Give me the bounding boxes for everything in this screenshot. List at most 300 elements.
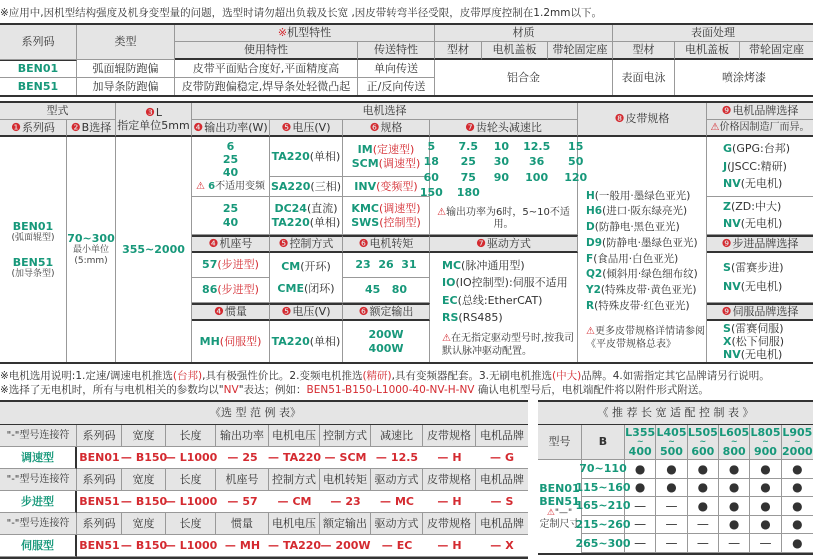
desc: (松下伺服) [731, 334, 785, 348]
example-header: 电机品牌 [476, 425, 528, 447]
desc: (调速型) [378, 202, 421, 216]
connector: — [164, 494, 176, 508]
desc: (ZD:中大) [730, 200, 782, 213]
belt-option [586, 236, 698, 252]
example-value [122, 491, 166, 513]
value: H [452, 494, 462, 508]
usage-cell: 皮带平面贴合度好,平面精度高 [175, 60, 358, 78]
power-value: 25 [222, 152, 239, 166]
type-cell: 加导条防跑偏 [77, 78, 175, 95]
compatible-mark: ● [782, 479, 813, 498]
example-title: 《选 型 范 例 表》 [0, 402, 528, 425]
connector: — [224, 538, 236, 552]
header-servo-brand [707, 303, 813, 321]
range-from: L405 [656, 426, 687, 439]
step-number: ❹ [208, 237, 219, 251]
gear-ratio: 12.5 [523, 140, 551, 154]
value: B150 [135, 494, 168, 508]
custom-label: 定制尺寸 [539, 519, 580, 531]
code: NV [723, 279, 741, 293]
step-number: ❹ [193, 120, 204, 134]
range-to: 400 [628, 445, 652, 458]
step-number: ❾ [721, 104, 732, 118]
example-type: 步进型 [0, 491, 77, 513]
desc: (调速型) [378, 156, 421, 170]
code: TA220 [271, 149, 310, 163]
desc: (GPG:台邦) [732, 142, 791, 156]
header-surface: 表面处理 [613, 25, 813, 42]
example-value [166, 491, 216, 513]
type-cell: 弧面辊防跑偏 [77, 60, 175, 78]
code: NV [723, 348, 741, 362]
code: H [586, 189, 595, 202]
desc: (防静电·墨绿色亚光) [602, 236, 698, 249]
power-warn-value: 6 [208, 181, 216, 193]
example-header: 驱动方式 [371, 469, 423, 491]
label: 机座号 [219, 237, 253, 251]
brand-option [723, 335, 784, 348]
desc: (JSCC:精研) [727, 159, 787, 173]
power-value: 40 [222, 166, 239, 180]
header-profile: 型材 [613, 42, 675, 60]
series-code: BEN51 [12, 255, 54, 269]
compatible-mark: ● [782, 516, 813, 535]
width-range: 215~260 [582, 516, 625, 535]
example-header: 长度 [166, 513, 216, 535]
rated-value: 400W [368, 341, 404, 355]
length-column-header [750, 425, 781, 460]
connector: — [164, 538, 176, 552]
code: TA220 [271, 334, 310, 348]
header-rated [343, 303, 430, 321]
code: S [723, 321, 731, 335]
desc: (雷赛伺服) [730, 321, 784, 335]
connector: — [324, 450, 336, 464]
example-value [122, 447, 166, 469]
value: MC [394, 494, 415, 508]
transfer-cell: 单向传送 [358, 60, 435, 78]
connector: — [320, 538, 332, 552]
header-power [192, 120, 270, 137]
compatible-mark: ● [782, 497, 813, 516]
example-header: 系列码 [77, 469, 122, 491]
label: 电压(V) [292, 305, 331, 319]
header-drive [430, 235, 578, 253]
code: R [586, 299, 595, 312]
range-from: L905 [782, 426, 813, 439]
step-number: ❻ [358, 305, 369, 319]
width-range: 115~160 [582, 479, 625, 498]
brand-option [723, 175, 790, 193]
compatible-mark: ● [688, 497, 719, 516]
header-b [67, 120, 116, 137]
compatible-mark: ● [750, 497, 781, 516]
desc: (无电机) [740, 177, 783, 191]
header-features [175, 25, 435, 42]
range-from: L355 [625, 426, 656, 439]
example-header: 机座号 [216, 469, 269, 491]
warning-icon: ⚠ [586, 325, 595, 337]
warning-icon: ⚠ [442, 332, 451, 344]
desc: (定速型) [372, 143, 415, 157]
width-range: 165~210 [582, 497, 625, 516]
note-segment: BEN51-B150-L1000-40-NV-H-NV [306, 384, 475, 396]
compatible-mark: ● [719, 516, 750, 535]
header-series [0, 120, 67, 137]
example-header: 宽度 [122, 513, 166, 535]
example-header: 系列码 [77, 513, 122, 535]
width-range: 265~300 [582, 534, 625, 553]
example-header: 皮带规格 [423, 469, 476, 491]
gear-ratio: 60 [423, 170, 439, 184]
desc: (无电机) [740, 348, 783, 362]
spec-table [0, 23, 813, 97]
example-header: 电机品牌 [476, 469, 528, 491]
label: L [155, 105, 162, 119]
value: 23 [345, 494, 361, 508]
frame-57 [192, 253, 270, 278]
code: Q2 [586, 268, 603, 281]
power-value: 40 [222, 215, 239, 229]
note-segment: (台邦) [172, 370, 203, 382]
brand-list [723, 140, 790, 193]
gear-ratio: 180 [456, 185, 480, 199]
example-header: 皮带规格 [423, 513, 476, 535]
gear-ratios [420, 140, 587, 199]
label: 系列码 [21, 120, 55, 134]
example-value [269, 535, 320, 557]
label: 步进品牌选择 [732, 237, 799, 251]
connector: — [120, 450, 132, 464]
example-value [166, 447, 216, 469]
connector: — [490, 538, 502, 552]
connector: — [227, 450, 239, 464]
value: X [505, 538, 514, 552]
example-value [216, 535, 269, 557]
example-header: "-"型号连接符 [0, 513, 77, 535]
step-number: ❷ [70, 120, 81, 134]
example-header: 驱动方式 [371, 513, 423, 535]
example-type: 调速型 [0, 447, 77, 469]
desc: (单相) [309, 215, 341, 229]
code: IO [442, 276, 456, 290]
header-torque [343, 235, 430, 253]
step-number: ❼ [465, 120, 475, 134]
header-belt [578, 103, 707, 137]
b-range: 70~300 [67, 232, 115, 246]
gear-ratio: 36 [528, 155, 545, 169]
connector: — [381, 538, 393, 552]
connector: — [437, 494, 449, 508]
code: H6 [586, 205, 603, 218]
example-header: 电机转矩 [320, 469, 371, 491]
connector: — [330, 494, 342, 508]
example-header: 长度 [166, 469, 216, 491]
power-cell-a [192, 137, 270, 197]
connector: — [267, 450, 279, 464]
compatible-mark: ● [719, 479, 750, 498]
power-warn: 不适用变频 [215, 181, 266, 193]
example-value [476, 447, 528, 469]
code: DC24 [274, 202, 307, 216]
range-from: L605 [719, 426, 750, 439]
desc: (特殊皮带·红色亚光) [594, 299, 690, 312]
value: H [452, 450, 462, 464]
gear-ratio: 100 [525, 170, 549, 184]
value: TA220 [282, 450, 322, 464]
ratio-warning: 输出功率为6时，5~10不适用。 [446, 206, 570, 230]
spec-im-scm [343, 137, 430, 177]
header-type: 类型 [77, 25, 175, 60]
compatible-mark: ● [750, 460, 781, 479]
drive-option [442, 309, 568, 326]
custom-size-mark: — [625, 516, 656, 535]
step-number: ❹ [214, 305, 224, 319]
brand-cell-servo [707, 321, 813, 362]
value: B150 [135, 450, 168, 464]
example-value [476, 535, 528, 557]
example-value [166, 535, 216, 557]
b-unit: 最小单位 [72, 245, 109, 256]
compatible-mark: ● [656, 479, 687, 498]
example-value [423, 535, 476, 557]
desc: (RS485) [458, 310, 503, 324]
brand-list [723, 322, 784, 362]
example-value [122, 535, 166, 557]
voltage-ta220 [270, 137, 343, 177]
value: H [452, 538, 462, 552]
header-spec [343, 120, 430, 137]
example-header: 输出功率 [216, 425, 269, 447]
gear-ratio: 30 [493, 155, 510, 169]
desc: (三相) [310, 179, 341, 193]
custom-size-mark: — [625, 497, 656, 516]
example-table [0, 400, 528, 559]
value: 200W [335, 538, 371, 552]
example-header: 额定输出 [320, 513, 371, 535]
torque-b: 45 80 [343, 278, 430, 303]
compatible-mark: ● [688, 479, 719, 498]
connector: — [437, 538, 449, 552]
surface-profile-value: 表面电泳 [613, 60, 675, 95]
voltage-ta220 [270, 321, 343, 362]
drive-option [442, 274, 568, 291]
fit-title: 《 推 荐 长 宽 适 配 控 制 表 》 [538, 402, 813, 425]
belt-option [586, 189, 698, 205]
gear-ratio: 15 [568, 140, 584, 154]
custom-mark: "—" [554, 508, 573, 519]
selection-table [0, 101, 813, 364]
note-segment: (精研) [362, 370, 392, 382]
header-motor-cover: 电机盖板 [482, 42, 548, 60]
desc: (单相) [309, 149, 341, 163]
value: SCM [339, 450, 367, 464]
custom-size-mark: — [750, 534, 781, 553]
desc: (防静电·黑色亚光) [594, 221, 680, 233]
value: L1000 [179, 538, 218, 552]
custom-size-mark: — [656, 516, 687, 535]
surface-other-value: 喷涂烤漆 [722, 70, 766, 84]
example-header: 控制方式 [320, 425, 371, 447]
range-sep: ~ [793, 437, 801, 446]
torque-a: 23 26 31 [343, 253, 430, 278]
value: 25 [242, 450, 258, 464]
model-code: BEN01 [539, 481, 580, 495]
code: G [723, 142, 733, 156]
spec-kmc-sws [343, 197, 430, 235]
series-code: BEN51 [0, 78, 77, 95]
example-value [371, 447, 423, 469]
example-header: 电机电压 [269, 425, 320, 447]
example-value [371, 491, 423, 513]
header-profile: 型材 [435, 42, 482, 60]
compatible-mark: ● [750, 479, 781, 498]
note-segment: NV [223, 384, 239, 396]
example-header: 电机电压 [269, 513, 320, 535]
header-gear [430, 120, 578, 137]
code: D [586, 221, 595, 233]
brand-cell-b [707, 197, 813, 235]
value: 12.5 [390, 450, 419, 464]
code: MC [442, 259, 462, 273]
control-cell [270, 253, 343, 303]
example-header: 惯量 [216, 513, 269, 535]
length-column-header [625, 425, 656, 460]
warning-icon: ⚠ [195, 181, 205, 193]
header-voltage [270, 303, 343, 321]
range-sep: ~ [699, 437, 707, 446]
code: TA220 [271, 215, 310, 229]
transfer-cell: 正/反向传送 [358, 78, 435, 95]
header-stepper-brand [707, 235, 813, 253]
label: 规格 [380, 120, 403, 134]
custom-size-mark: — [719, 534, 750, 553]
step-number: ❾ [721, 237, 732, 251]
gear-ratio: 5 [427, 140, 436, 154]
value: BEN51 [79, 538, 120, 552]
step-number: ❼ [476, 237, 486, 251]
brand-option [723, 140, 790, 158]
example-header: 宽度 [122, 425, 166, 447]
range-to: 600 [691, 445, 715, 458]
rated-cell [343, 321, 430, 362]
desc: (步进型) [217, 283, 259, 297]
code: SA220 [271, 179, 311, 193]
drive-warning: 在无指定驱动型号时,按我司默认脉冲驱动配置。 [442, 332, 575, 357]
gear-ratio: 150 [419, 185, 443, 199]
desc: (闭环) [303, 281, 335, 295]
compatible-mark: ● [688, 460, 719, 479]
example-header: 减速比 [371, 425, 423, 447]
note-segment: ,具有变频器配套。3.无刷电机推选 [391, 370, 553, 382]
gear-ratio: 18 [423, 155, 439, 169]
example-value [476, 491, 528, 513]
example-value [320, 535, 371, 557]
gear-cell [419, 137, 588, 235]
example-header: "-"型号连接符 [0, 425, 77, 447]
step-number: ❽ [614, 112, 625, 126]
desc: (步进型) [217, 258, 259, 272]
length-column-header [782, 425, 813, 460]
example-header: 电机品牌 [476, 513, 528, 535]
label: B选择 [81, 120, 112, 134]
reference-mark: ※ [277, 26, 288, 40]
model-code: BEN51 [539, 495, 580, 509]
code: Z [723, 200, 731, 213]
step-number: ❸ [144, 105, 155, 119]
range-to: 800 [722, 445, 746, 458]
example-header: 皮带规格 [423, 425, 476, 447]
label: 皮带规格 [625, 112, 670, 126]
code: 86 [202, 283, 218, 297]
desc: (雷赛步进) [730, 260, 784, 274]
header-material: 材质 [435, 25, 613, 42]
power-value: 6 [226, 139, 235, 153]
header-usage: 使用特性 [175, 42, 358, 60]
code: SCM [351, 156, 379, 170]
brand-list [723, 259, 784, 296]
header-pulley-seat: 带轮固定座 [740, 42, 813, 60]
connector: — [227, 494, 239, 508]
value: BEN51 [79, 494, 120, 508]
header-motor-cover: 电机盖板 [675, 42, 740, 60]
range-from: L805 [750, 426, 781, 439]
gear-ratio: 120 [564, 170, 588, 184]
fit-table [538, 400, 813, 555]
custom-size-mark: — [688, 534, 719, 553]
belt-option [586, 283, 698, 299]
brand-option [723, 278, 784, 297]
series-desc: (加导条型) [11, 268, 55, 279]
compatible-mark: ● [625, 479, 656, 498]
example-value [269, 491, 320, 513]
warning-icon: ⚠ [437, 206, 447, 218]
range-to: 500 [660, 445, 683, 458]
header-features-label: 机型特性 [287, 26, 332, 40]
brand-option [723, 322, 784, 335]
custom-size-mark: — [688, 516, 719, 535]
length-column-header [688, 425, 719, 460]
connector: — [437, 450, 449, 464]
power-cell-b [192, 197, 270, 235]
brand-cell-a [707, 137, 813, 197]
header-b: B [582, 425, 625, 460]
header-frame [192, 235, 270, 253]
example-header: 长度 [166, 425, 216, 447]
frame-86 [192, 278, 270, 303]
example-value [371, 535, 423, 557]
series-code: BEN01 [0, 60, 77, 78]
drive-list [442, 257, 568, 325]
voltage-sa220 [270, 177, 343, 197]
code: F [586, 252, 594, 265]
label: 额定输出 [369, 305, 414, 319]
code: X [723, 334, 732, 348]
step-number: ❺ [281, 120, 292, 134]
top-notice: ※应用中,因机型结构强度及机身变型量的问题，选型时请勿超出负载及长宽 ,因皮带转弯半径受限，皮带厚度控制在1.2mm以下。 [0, 7, 602, 19]
gear-ratio: 50 [568, 155, 584, 169]
label: 电机转矩 [369, 237, 414, 251]
compatible-mark: ● [782, 460, 813, 479]
header-series: 系列码 [0, 25, 77, 60]
belt-warning: 更多皮带规格详情请参阅《平皮带规格总表》 [586, 325, 705, 350]
header-brand [707, 103, 813, 120]
step-number: ❺ [278, 237, 289, 251]
note-line [0, 368, 770, 383]
code: Y2 [586, 284, 601, 296]
value: S [505, 494, 514, 508]
example-value [320, 447, 371, 469]
